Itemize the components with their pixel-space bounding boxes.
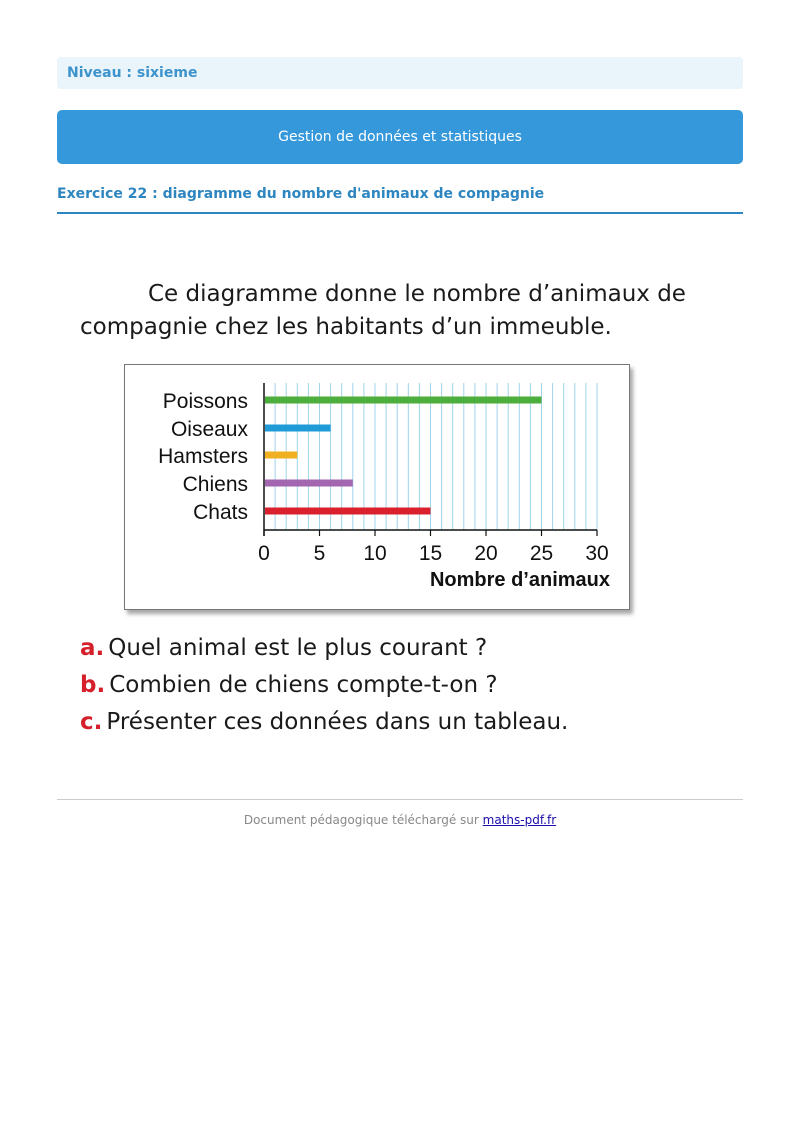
bar-oiseaux	[265, 425, 331, 432]
question-a	[80, 630, 740, 667]
statement-line-2: compagnie chez les habitants d’un immeuble.	[80, 314, 612, 340]
bar-hamsters	[265, 452, 297, 459]
level-label: Niveau : sixieme	[57, 57, 743, 89]
exercise-statement	[80, 278, 720, 344]
bar-chart-svg	[125, 365, 631, 611]
question-letter: a.	[80, 635, 105, 661]
question-text: Présenter ces données dans un tableau.	[106, 709, 569, 735]
x-tick-label: 5	[313, 542, 326, 565]
bar-chiens	[265, 480, 353, 487]
footer	[57, 813, 743, 827]
category-label: Hamsters	[158, 445, 248, 468]
question-text: Quel animal est le plus courant ?	[108, 635, 488, 661]
footer-divider	[57, 799, 743, 800]
question-letter: b.	[80, 672, 106, 698]
category-label: Chats	[193, 501, 248, 524]
x-tick-label: 10	[363, 542, 387, 565]
footer-text: Document pédagogique téléchargé sur	[243, 813, 479, 827]
x-tick-label: 20	[474, 542, 498, 565]
question-text: Combien de chiens compte-t-on ?	[109, 672, 498, 698]
x-axis-title: Nombre d’animaux	[429, 569, 610, 591]
bar-chats	[265, 508, 431, 515]
category-label: Chiens	[182, 473, 248, 496]
exercise-title: Exercice 22 : diagramme du nombre d'animaux de compagnie	[57, 186, 743, 214]
bar-poissons	[265, 397, 542, 404]
questions-list	[80, 630, 740, 741]
x-tick-label: 0	[258, 542, 270, 565]
footer-link[interactable]: maths-pdf.fr	[482, 813, 557, 827]
question-letter: c.	[80, 709, 103, 735]
category-label: Oiseaux	[170, 418, 248, 441]
x-tick-label: 15	[418, 542, 443, 565]
question-b	[80, 667, 740, 704]
bar-chart	[124, 364, 630, 610]
topic-banner: Gestion de données et statistiques	[57, 110, 743, 164]
category-label: Poissons	[162, 390, 248, 413]
question-c	[80, 704, 740, 741]
x-tick-label: 25	[529, 542, 554, 565]
x-tick-label: 30	[585, 542, 609, 565]
statement-line-1: Ce diagramme donne le nombre d’animaux de	[148, 281, 686, 307]
